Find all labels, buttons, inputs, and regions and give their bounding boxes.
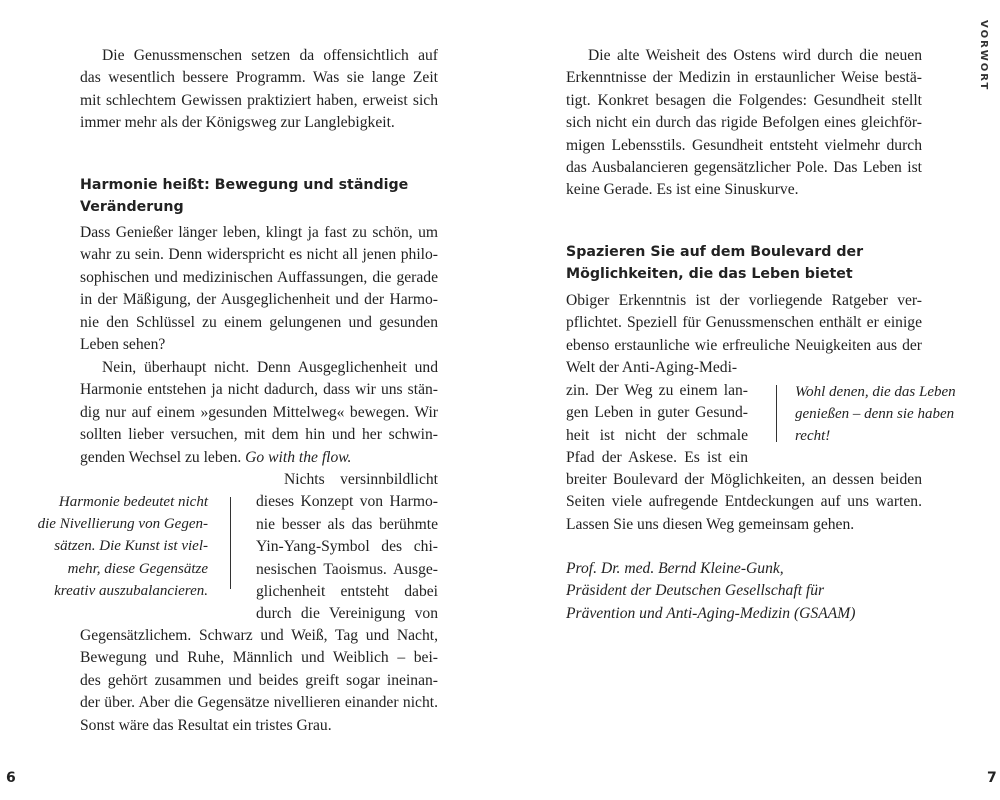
text-line: heit ist nicht der schmale <box>566 426 748 444</box>
text-line: immer mehr als der Königsweg zur Langlebigkeit. <box>80 114 395 132</box>
pull-quote-rule <box>230 497 231 589</box>
text-line: Seiten viele aufregende Entdeckungen auf uns warten. <box>566 493 922 511</box>
left-pull-quote <box>28 491 208 602</box>
right-pull-quote <box>795 381 965 448</box>
left-narrow-column <box>256 469 438 626</box>
right-paragraph-2-top <box>566 290 922 380</box>
text-line: nie besser als das berühmte <box>256 515 438 533</box>
text-line: das Ausbalancieren gegensätzlicher Pole. Das Leben ist <box>566 159 922 177</box>
text-line: Sonst wäre das Resultat ein tristes Grau. <box>80 716 332 734</box>
heading-line: Veränderung <box>80 199 184 215</box>
heading-line: Möglichkeiten, die das Leben bietet <box>566 266 853 282</box>
author-signature <box>566 558 946 625</box>
text-line: Dass Genießer länger leben, klingt ja fast zu schön, um <box>80 224 438 241</box>
chapter-side-label: VORWORT <box>978 20 989 92</box>
text-line: dieses Konzept von Harmo- <box>256 493 438 511</box>
quote-line: Harmonie bedeutet nicht <box>58 494 208 510</box>
text-line: glichenheit entsteht dabei <box>256 583 438 601</box>
text-line: Erkenntnisse der Medizin in erstaunlicher Weise bestä- <box>566 69 922 87</box>
quote-line: die Nivellierung von Gegen- <box>37 516 208 533</box>
heading-line: Harmonie heißt: Bewegung und ständige <box>80 177 409 193</box>
text-line: zin. Der Weg zu einem lan- <box>566 382 748 399</box>
text-line: gen Leben in guter Gesund- <box>566 404 748 422</box>
right-narrow-column <box>566 380 748 470</box>
signature-line: Präsident der Deutschen Gesellschaft für <box>566 582 825 600</box>
text-line: Nein, überhaupt nicht. Denn Ausgeglichenheit und <box>102 359 438 376</box>
text-fragment: genden Wechsel zu leben. <box>80 448 242 466</box>
text-line: dig nur auf einem »gesunden Mittelweg« bewegen. Wir <box>80 403 438 421</box>
signature-line: Prof. Dr. med. Bernd Kleine-Gunk, <box>566 560 784 577</box>
text-line: wahr zu sein. Denn widerspricht es nicht all jenen philo- <box>80 246 438 264</box>
text-line: migen Lebensstils. Gesundheit entsteht vielmehr durch <box>566 136 922 154</box>
text-line: in der Mäßigung, der Ausgeglichenheit und der Harmo- <box>80 291 438 309</box>
text-line: Bewegung und Ruhe, Männlich und Weiblich – bei- <box>80 649 438 667</box>
text-line: Die Genussmenschen setzen da offensichtlich auf <box>102 47 438 64</box>
left-intro-paragraph <box>80 45 438 135</box>
go-with-flow-emphasis: Go with the flow. <box>245 448 352 466</box>
text-line: Die alte Weisheit des Ostens wird durch die neuen <box>588 47 922 64</box>
heading-line: Spazieren Sie auf dem Boulevard der <box>566 244 864 260</box>
text-line: breiter Boulevard der Möglichkeiten, an dessen beiden <box>566 471 922 488</box>
text-line: sich nicht ein durch das rigide Befolgen eines gleichför- <box>566 114 922 132</box>
quote-line: genießen – denn sie haben <box>795 406 955 423</box>
quote-line: recht! <box>795 428 831 445</box>
text-line: der über. Aber die Gegensätze nivellieren einander nicht. <box>80 694 438 712</box>
text-line: pflichtet. Speziell für Genussmenschen enthält er einige <box>566 314 922 332</box>
right-page <box>500 0 1000 800</box>
text-line: Welt der Anti-Aging-Medi- <box>566 359 738 377</box>
text-line: tigt. Konkret besagen die Folgendes: Gesundheit stellt <box>566 91 922 109</box>
text-line: des gehört zusammen und beides greift sogar ineinan- <box>80 671 438 689</box>
left-section-heading <box>80 174 440 218</box>
text-line: das wesentlich bessere Programm. Was sie lange Zeit <box>80 69 438 87</box>
right-paragraph-2-bottom <box>566 469 922 536</box>
left-paragraph-4 <box>80 625 438 737</box>
text-line: keine Gerade. Es ist eine Sinuskurve. <box>566 181 799 199</box>
text-line: Lassen Sie uns diesen Weg gemeinsam gehen. <box>566 515 855 533</box>
text-line: ebenso erstaunliche wie erfreuliche Neuigkeiten aus der <box>566 336 922 354</box>
text-line: Yin-Yang-Symbol des chi- <box>256 538 438 556</box>
text-line: mit schlechtem Gewissen praktiziert haben, erweist sich <box>80 91 438 109</box>
text-line <box>80 447 438 469</box>
text-line: Leben sehen? <box>80 336 166 354</box>
text-line: Harmonie entstehen ja nicht dadurch, dass wir uns stän- <box>80 381 438 399</box>
text-line: Nichts versinnbildlicht <box>284 471 438 488</box>
text-line: durch die Vereinigung von <box>256 605 438 623</box>
pull-quote-rule <box>776 385 777 442</box>
quote-line: sätzen. Die Kunst ist viel- <box>54 538 208 555</box>
signature-line: Prävention und Anti-Aging-Medizin (GSAAM) <box>566 604 856 622</box>
quote-line: mehr, diese Gegensätze <box>67 560 208 577</box>
text-line: sollten lieber versuchen, mit dem hin und her schwin- <box>80 426 438 444</box>
text-line: sophischen und medizinischen Auffassungen, die gerade <box>80 268 438 286</box>
text-line: Gegensätzlichem. Schwarz und Weiß, Tag und Nacht, <box>80 627 438 644</box>
quote-line: Wohl denen, die das Leben <box>795 384 956 400</box>
text-line: nesischen Taoismus. Ausge- <box>256 560 438 578</box>
page-number-right: 7 <box>987 770 997 786</box>
text-line: Pfad der Askese. Es ist ein <box>566 449 748 467</box>
left-paragraph-3 <box>80 357 438 469</box>
right-paragraph-1 <box>566 45 922 202</box>
quote-line: kreativ auszubalancieren. <box>54 582 208 599</box>
left-paragraph-2 <box>80 222 438 356</box>
right-section-heading <box>566 241 926 285</box>
text-line: nie den Schlüssel zu einem gelungenen und gesunden <box>80 313 438 331</box>
text-line: Obiger Erkenntnis ist der vorliegende Ratgeber ver- <box>566 292 922 309</box>
page-number-left: 6 <box>6 770 16 786</box>
